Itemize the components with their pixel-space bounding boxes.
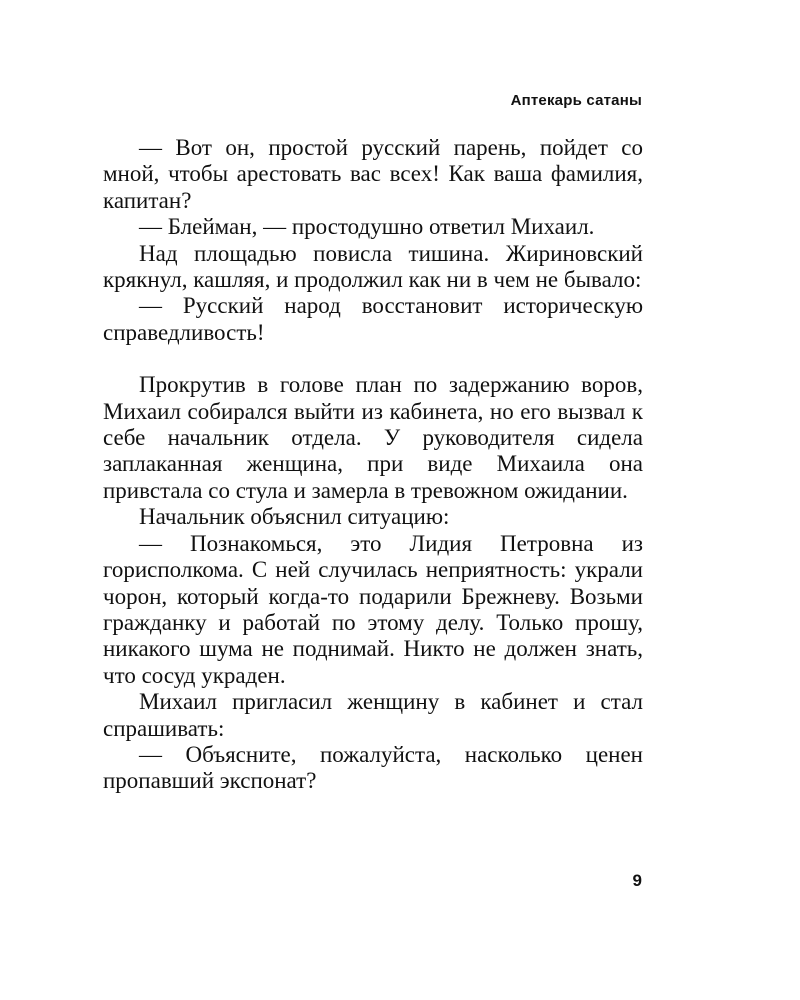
running-head: Аптекарь сатаны bbox=[510, 92, 642, 109]
paragraph: Над площадью повисла тишина. Жириновский крякнул, кашляя, и продолжил как ни в чем не бывало: bbox=[103, 240, 643, 293]
paragraph: — Блейман, — простодушно ответил Михаил. bbox=[139, 214, 595, 240]
paragraph: — Вот он, простой русский парень, пойдет со мной, чтобы арестовать вас всех! Как ваша фамилия, капитан? bbox=[103, 135, 643, 213]
paragraph: Начальник объяснил ситуацию: bbox=[139, 504, 450, 530]
paragraph: — Русский народ восстановит историческую справедливость! bbox=[103, 293, 643, 345]
paragraph: Михаил пригласил женщину в кабинет и стал спрашивать: bbox=[103, 689, 643, 741]
body-text bbox=[103, 135, 643, 795]
paragraph: Прокрутив в голове план по задержанию воров, Михаил собирался выйти из кабинета, но его вызвал к себе начальник отдела. У руководителя сидела заплаканная женщина, при виде Михаила она привстала со стула и замерла в тревожном ожидании. bbox=[103, 372, 643, 503]
page-number: 9 bbox=[632, 871, 642, 890]
paragraph: — Объясните, пожалуйста, насколько ценен пропавший экспонат? bbox=[103, 741, 643, 794]
paragraph: — Познакомься, это Лидия Петровна из горисполкома. С ней случилась неприятность: украли чорон, который когда-то подарили Брежневу. Возьми гражданку и работай по этому делу. Только прошу, никакого шума не поднимай. Никто не должен знать, что сосуд украден. bbox=[103, 530, 643, 688]
